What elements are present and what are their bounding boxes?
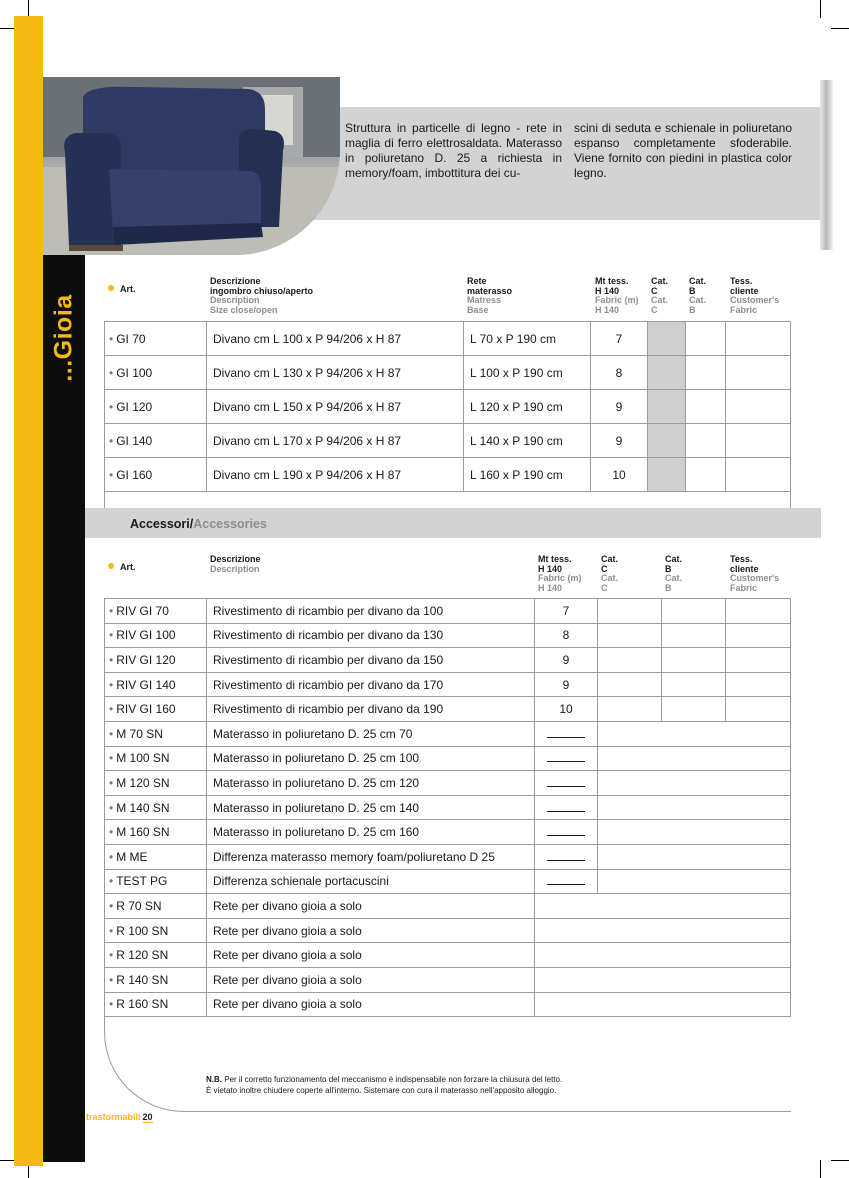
crop-mark: [820, 1160, 821, 1178]
table-row: • M 140 SN Materasso in poliuretano D. 25 cm 140: [105, 795, 791, 820]
footnote-line-1: Per il corretto funzionamento del meccanismo è indispensabile non forzare la chiusura del letto.: [224, 1075, 563, 1084]
customer-fabric-cell: [726, 356, 791, 390]
mattress-base-cell: L 100 x P 190 cm: [464, 356, 591, 390]
page-frame-curve: [104, 1016, 791, 1112]
bullet-dot-icon: [108, 285, 114, 291]
table-row: • M 120 SN Materasso in poliuretano D. 25 cm 120: [105, 771, 791, 796]
acc-header-cat-c: Cat. C Cat. C: [601, 554, 619, 593]
cat-b-cell: [686, 424, 726, 458]
mattress-base-cell: L 70 x P 190 cm: [464, 322, 591, 356]
customer-fabric-cell: [726, 458, 791, 492]
page-number: 20: [142, 1112, 153, 1122]
main-header-description: Descrizione ingombro chiuso/aperto Description Size close/open: [210, 276, 314, 315]
table-row: • M ME Differenza materasso memory foam/poliuretano D 25: [105, 844, 791, 869]
mattress-base-cell: L 140 x P 190 cm: [464, 424, 591, 458]
footnote-line-2: È vietato inoltre chiudere coperte all'interno. Sistemare con cura il materasso nell'apposito alloggio.: [206, 1086, 557, 1095]
table-row: • R 70 SN Rete per divano gioia a solo: [105, 894, 791, 919]
fabric-meters-cell: 7: [591, 322, 648, 356]
description-right: scini di seduta e schienale in poliuretano espanso completamente sfoderabile. Viene fornito con piedini in plastica color legno.: [574, 121, 792, 180]
price-blank-line: [547, 874, 585, 885]
main-header-customer-fabric: Tess. cliente Customer's Fabric: [730, 276, 780, 315]
crop-mark: [831, 1160, 849, 1161]
page-footer: [86, 1112, 153, 1122]
acc-header-cat-b: Cat. B Cat. B: [665, 554, 683, 593]
price-blank-line: [547, 727, 585, 738]
acc-header-description: Descrizione Description: [210, 554, 261, 574]
table-row: • GI 140 Divano cm L 170 x P 94/206 x H 87 L 140 x P 190 cm 9: [105, 424, 791, 458]
table-row: • GI 160 Divano cm L 190 x P 94/206 x H 87 L 160 x P 190 cm 10: [105, 458, 791, 492]
cat-b-cell: [686, 356, 726, 390]
cat-c-cell: [648, 390, 686, 424]
crop-mark: [831, 28, 849, 29]
description-left: Struttura in particelle di legno - rete in maglia di ferro elettrosaldata. Materasso in poliuretano D. 25 a richiesta in memory/foam, imbottitura dei cu-: [345, 121, 562, 180]
art-code: GI 70: [116, 331, 146, 346]
price-blank-line: [547, 751, 585, 762]
side-title: [43, 270, 85, 405]
fabric-meters-cell: 10: [591, 458, 648, 492]
next-page-sliver: [820, 80, 833, 250]
acc-header-fabric: Mt tess. H 140 Fabric (m) H 140: [538, 554, 582, 593]
table-row: • RIV GI 140 Rivestimento di ricambio per divano da 170 9: [105, 672, 791, 697]
cat-c-cell: [648, 424, 686, 458]
acc-header-art: Art.: [108, 563, 136, 573]
cat-b-cell: [686, 322, 726, 356]
cat-c-cell: [648, 458, 686, 492]
cat-b-cell: [686, 458, 726, 492]
side-title-text: ...Gioia: [49, 293, 78, 382]
price-blank-line: [547, 801, 585, 812]
table-row: • GI 120 Divano cm L 150 x P 94/206 x H 87 L 120 x P 190 cm 9: [105, 390, 791, 424]
cat-b-cell: [686, 390, 726, 424]
fabric-meters-cell: 9: [591, 390, 648, 424]
cat-c-cell: [648, 356, 686, 390]
table-row: • TEST PG Differenza schienale portacuscini: [105, 869, 791, 894]
product-photo: [43, 77, 340, 255]
table-row: • M 160 SN Materasso in poliuretano D. 25 cm 160: [105, 820, 791, 845]
art-code: GI 120: [116, 399, 153, 414]
customer-fabric-cell: [726, 390, 791, 424]
size-cell: Divano cm L 150 x P 94/206 x H 87: [207, 390, 464, 424]
table-row: • RIV GI 70 Rivestimento di ricambio per divano da 100 7: [105, 599, 791, 624]
size-cell: Divano cm L 130 x P 94/206 x H 87: [207, 356, 464, 390]
size-cell: Divano cm L 190 x P 94/206 x H 87: [207, 458, 464, 492]
table-row: • M 100 SN Materasso in poliuretano D. 25 cm 100: [105, 746, 791, 771]
fabric-meters-cell: 8: [591, 356, 648, 390]
cat-c-cell: [648, 322, 686, 356]
table-row: • R 100 SN Rete per divano gioia a solo: [105, 918, 791, 943]
price-blank-line: [547, 850, 585, 861]
mattress-base-cell: L 120 x P 190 cm: [464, 390, 591, 424]
footnote: [206, 1074, 562, 1096]
size-cell: Divano cm L 100 x P 94/206 x H 87: [207, 322, 464, 356]
art-code: GI 160: [116, 467, 153, 482]
armchair-bed-image: [43, 77, 340, 255]
table-row: • RIV GI 120 Rivestimento di ricambio per divano da 150 9: [105, 648, 791, 673]
customer-fabric-cell: [726, 322, 791, 356]
footnote-label: N.B.: [206, 1075, 222, 1084]
main-header-rete: Rete materasso Matress Base: [467, 276, 513, 315]
main-header-cat-c: Cat. C Cat. C: [651, 276, 669, 315]
mattress-base-cell: L 160 x P 190 cm: [464, 458, 591, 492]
accessories-title: Accessori/Accessories: [130, 517, 267, 531]
side-accent-bar: [14, 16, 43, 1166]
footer-brand: trasformabili: [86, 1112, 141, 1122]
table-row: • R 160 SN Rete per divano gioia a solo: [105, 992, 791, 1017]
art-code: GI 100: [116, 365, 153, 380]
fabric-meters-cell: 9: [591, 424, 648, 458]
size-cell: Divano cm L 170 x P 94/206 x H 87: [207, 424, 464, 458]
table-row: • GI 70 Divano cm L 100 x P 94/206 x H 87 L 70 x P 190 cm 7: [105, 322, 791, 356]
product-table: [104, 321, 791, 511]
table-row: • M 70 SN Materasso in poliuretano D. 25 cm 70: [105, 721, 791, 746]
main-header-cat-b: Cat. B Cat. B: [689, 276, 707, 315]
table-row: • GI 100 Divano cm L 130 x P 94/206 x H 87 L 100 x P 190 cm 8: [105, 356, 791, 390]
accessories-table: [104, 598, 791, 1017]
customer-fabric-cell: [726, 424, 791, 458]
main-header-fabric: Mt tess. H 140 Fabric (m) H 140: [595, 276, 639, 315]
table-row: • RIV GI 160 Rivestimento di ricambio per divano da 190 10: [105, 697, 791, 722]
table-row: • R 120 SN Rete per divano gioia a solo: [105, 943, 791, 968]
bullet-dot-icon: [108, 563, 114, 569]
crop-mark: [820, 0, 821, 18]
table-row: • RIV GI 100 Rivestimento di ricambio per divano da 130 8: [105, 623, 791, 648]
price-blank-line: [547, 825, 585, 836]
acc-header-customer-fabric: Tess. cliente Customer's Fabric: [730, 554, 780, 593]
price-blank-line: [547, 776, 585, 787]
main-header-art: Art.: [108, 285, 136, 295]
table-row: • R 140 SN Rete per divano gioia a solo: [105, 967, 791, 992]
art-code: GI 140: [116, 433, 153, 448]
